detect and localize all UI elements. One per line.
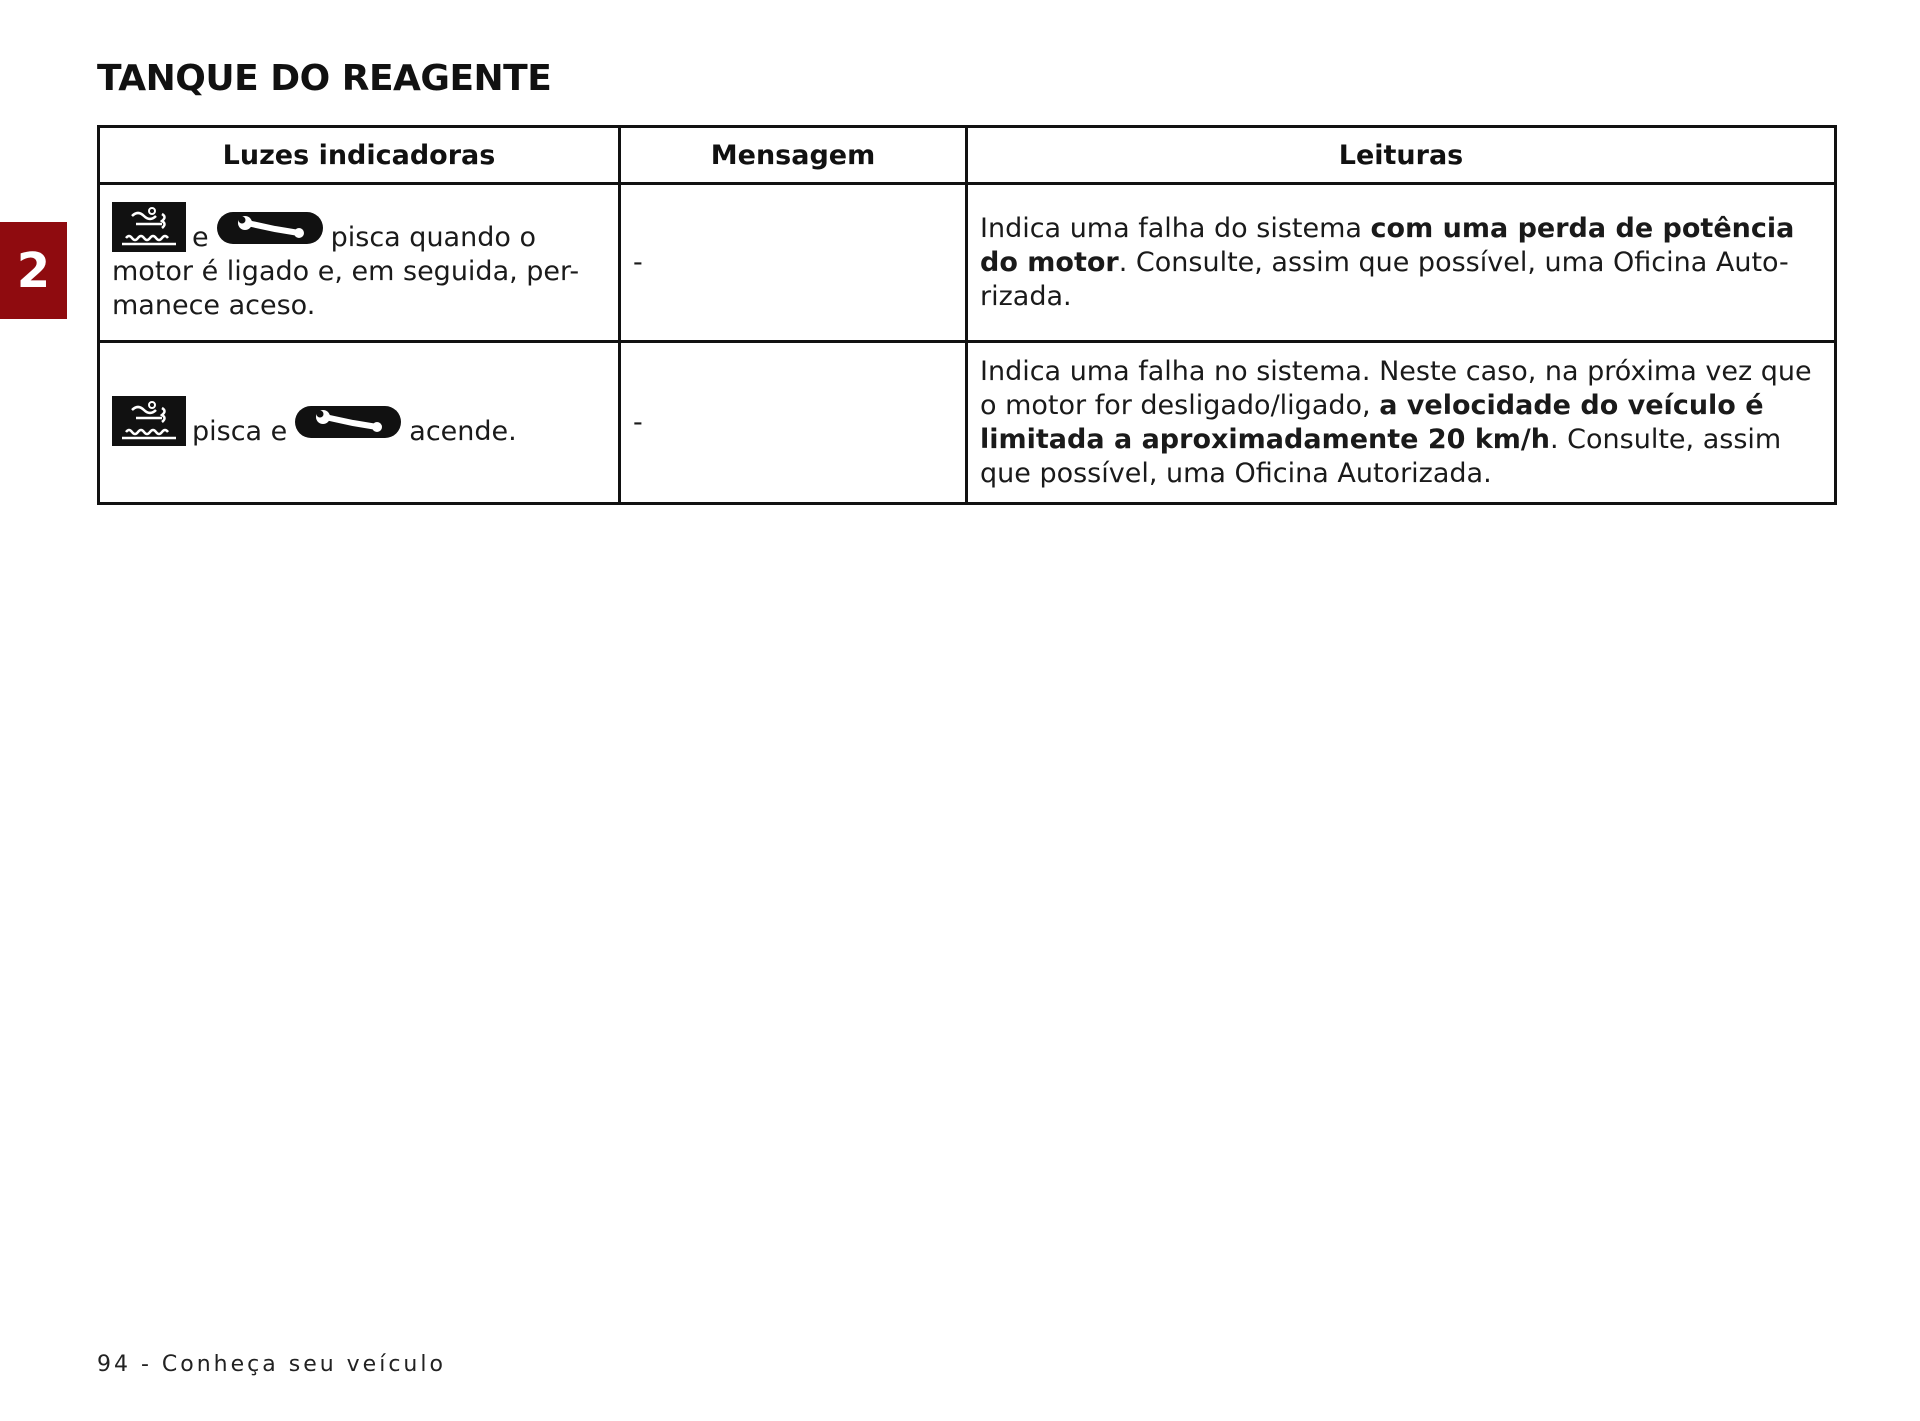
indicator-text: pisca e (192, 416, 288, 447)
indicator-text: pisca quando o motor é ligado e, em seguida, per-manece aceso. (112, 222, 580, 321)
reading-text-end: . Consulte, assim que possível, uma Oficina Auto-rizada. (980, 246, 1789, 312)
reagent-tank-icon (112, 202, 186, 252)
reading-bold-text: com uma perda de potência do motor (980, 212, 1795, 278)
service-wrench-icon (217, 212, 323, 244)
page-footer: 94 - Conheça seu veículo (97, 1352, 446, 1377)
page-title: TANQUE DO REAGENTE (97, 58, 552, 99)
reading-text-end: . Consulte, assim que possível, uma Oficina Autorizada. (980, 423, 1782, 489)
table-row (99, 342, 1836, 504)
table-header-row (99, 127, 1836, 184)
reading-text: Indica uma falha no sistema. Neste caso, na próxima vez que o motor for desligado/ligado, (980, 355, 1812, 421)
header-readings: Leituras (967, 127, 1836, 184)
reagent-tank-table (97, 125, 1837, 505)
header-indicators: Luzes indicadoras (99, 127, 620, 184)
reading-cell (967, 184, 1836, 342)
indicator-cell (99, 184, 620, 342)
table-row (99, 184, 1836, 342)
reading-bold-text: a velocidade do veículo é limitada a aproximadamente 20 km/h (980, 389, 1764, 455)
service-wrench-icon (295, 406, 401, 438)
reading-cell (967, 342, 1836, 504)
message-cell: - (620, 184, 967, 342)
message-cell: - (620, 342, 967, 504)
indicator-cell (99, 342, 620, 504)
indicator-text-end: acende. (409, 416, 517, 447)
header-message: Mensagem (620, 127, 967, 184)
reading-text: Indica uma falha do sistema (980, 212, 1371, 244)
chapter-tab: 2 (0, 222, 67, 319)
reagent-tank-icon (112, 396, 186, 446)
indicator-connector: e (192, 222, 209, 253)
